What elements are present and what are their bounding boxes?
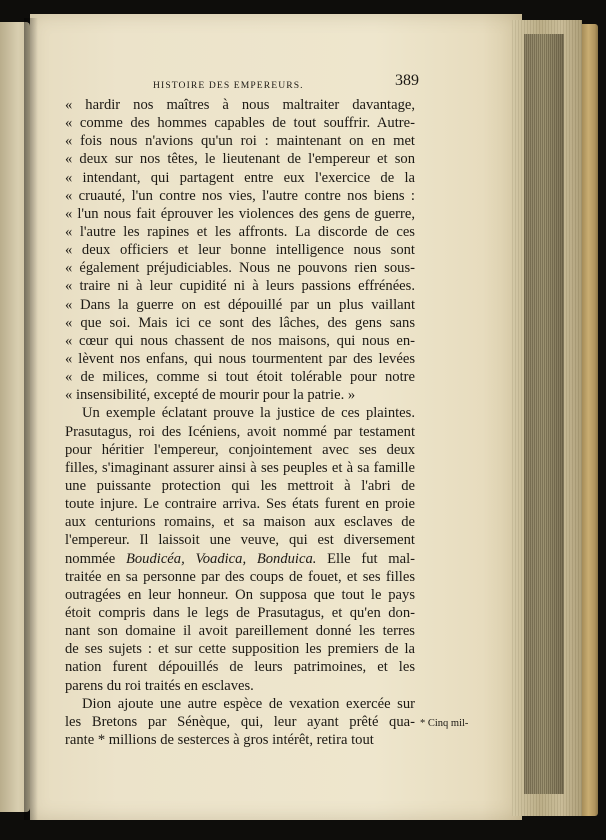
text-line: « cruauté, l'un contre nos vies, l'autre contre nos biens : <box>65 187 415 204</box>
text-line: parens du roi traités en esclaves. <box>65 677 254 694</box>
text-line: Dion ajoute une autre espèce de vexation exercée sur <box>82 695 415 712</box>
text-line: « traire ni à leur cupidité ni à leurs passions effrénées. <box>65 278 415 295</box>
text-line: « intendant, qui partagent entre eux l'exercice de la <box>65 169 415 186</box>
text-line: filles, s'imaginant assurer ainsi à ses peuples et à sa famille <box>65 459 415 476</box>
text-line: pour héritier l'empereur, conjointement avec ses deux <box>65 441 415 458</box>
text-line: « Dans la guerre on est dépouillé par un plus vaillant <box>65 296 415 313</box>
text-line: « l'un nous fait éprouver les violences des gens de guerre, <box>65 205 415 222</box>
italic-names: Boudicéa, Voadica, Bonduica. <box>125 550 317 567</box>
text-line: « de milices, comme si tout étoit tolérable pour notre <box>65 369 415 386</box>
text-line: les Bretons par Sénèque, qui, leur ayant prêté qua- <box>65 713 415 730</box>
running-head-title: HISTOIRE DES EMPEREURS. <box>153 80 304 91</box>
page-number: 389 <box>395 72 419 89</box>
text-line: rante * millions de sesterces à gros intérêt, retira tout <box>65 731 374 748</box>
footnote-marginal: * Cinq mil- <box>420 718 469 729</box>
book-cover-edge <box>582 24 598 816</box>
text-line: Un exemple éclatant prouve la justice de ces plaintes. <box>82 405 415 422</box>
text-line: « cœur qui nous chassent de nos maisons, qui nous en- <box>65 332 415 349</box>
text-line: « deux sur nos têtes, le lieutenant de l'empereur et son <box>65 151 415 168</box>
text-block <box>65 72 419 749</box>
text-line: « hardir nos maîtres à nous maltraiter davantage, <box>65 97 415 113</box>
page-block-shadow <box>524 34 564 794</box>
text-line: Prasutagus, roi des Icéniens, avoit nommé par testament <box>65 423 415 440</box>
text-line: nant son domaine il avoit pareillement donné les terres <box>65 623 415 640</box>
text-line: traitée en sa personne par des coups de fouet, et ses filles <box>65 568 415 585</box>
body-text <box>65 96 415 749</box>
text-line: l'empereur. Il laissoit une veuve, qui est diversement <box>65 532 415 549</box>
text-line: nation furent dépouillés de leurs patrimoines, et les <box>65 659 415 676</box>
text-line: « également préjudiciables. Nous ne pouvons rien sous- <box>65 260 415 277</box>
gutter-shadow <box>24 18 38 820</box>
text-line: étoit compris dans le legs de Prasutagus, et qu'en don- <box>65 604 415 621</box>
running-head <box>65 72 419 96</box>
text-line: « fois nous n'avions qu'un roi : maintenant on en met <box>65 133 415 150</box>
text-line: « que soi. Mais ici ce sont des lâches, des gens sans <box>65 314 415 331</box>
text-line: « comme des hommes capables de tout souffrir. Autre- <box>65 115 415 132</box>
text-line: « l'autre les rapines et les affronts. La discorde de ces <box>65 223 415 240</box>
text-line: de ses sujets : et sur cette supposition les premiers de la <box>65 641 415 658</box>
text-line: « lèvent nos enfans, qui nous tourmentent par des levées <box>65 350 415 367</box>
text-line: « deux officiers et leur bonne intelligence nous sont <box>65 242 415 259</box>
text-line: outragées en leur honneur. On supposa que tout le pays <box>65 586 415 603</box>
text-line: aux centurions romains, et sa maison aux esclaves de <box>65 514 415 531</box>
text-line: « insensibilité, excepté de mourir pour la patrie. » <box>65 387 356 404</box>
text-line: une puissante protection qui les mettroit à l'abri de <box>65 477 415 494</box>
text-line: toute injure. Le contraire arriva. Ses états furent en proie <box>65 496 415 513</box>
text-line: nommée Boudicéa, Voadica, Bonduica. Elle fut mal- <box>65 550 415 567</box>
